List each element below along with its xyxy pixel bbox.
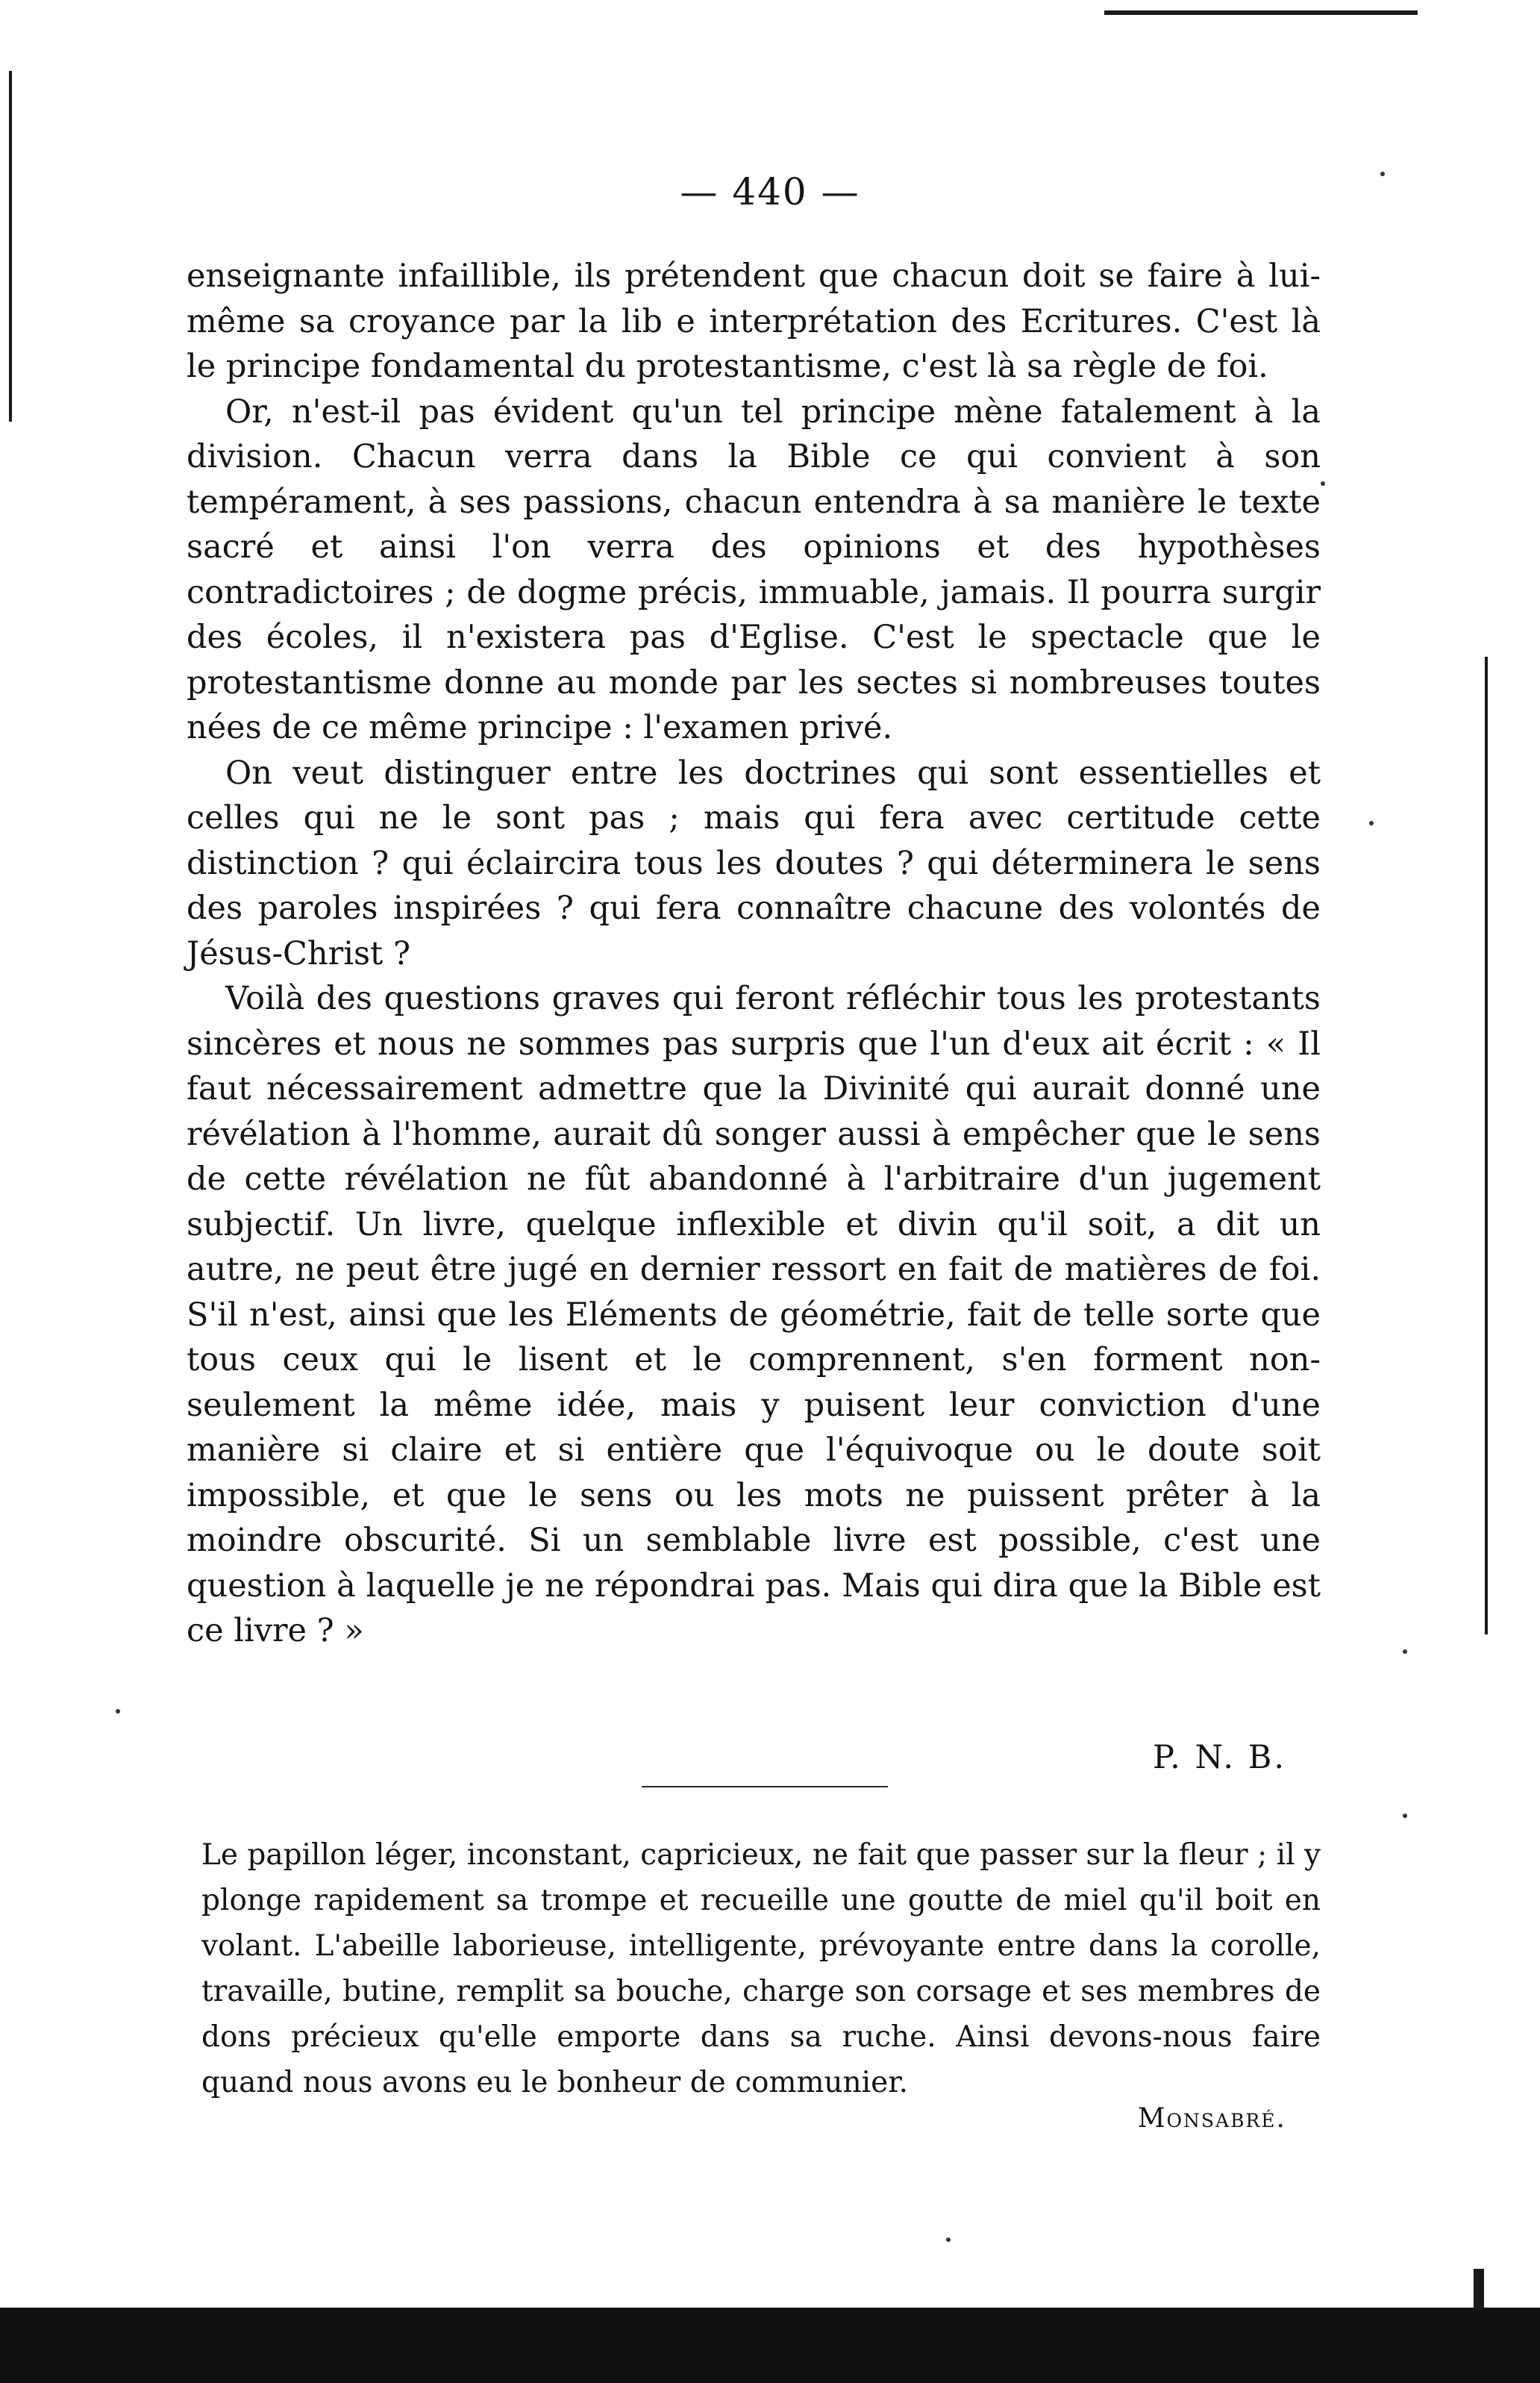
quote-text: Le papillon léger, inconstant, capricieux, ne fait que passer sur la fleur ; il y plonge rapidement sa trompe et recueille une goutte de miel qu'il boit en volant. L'abeille laborieuse, intelligente, prévoyante entre dans la corolle, travaille, butine, remplit sa bouche, charge son corsage et ses membres de dons précieux qu'elle emporte dans sa ruche. Ainsi devons-nous faire quand nous avons eu le bonheur de communier. xyxy=(201,1838,1321,2099)
paragraph: Or, n'est-il pas évident qu'un tel principe mène fatalement à la division. Chacun verra dans la Bible ce qui convient à son tempérament, à ses passions, chacun entendra à sa manière le texte sacré et ainsi l'on verra des opinions et des hypothèses contradictoires ; de dogme précis, immuable, jamais. Il pourra surgir des écoles, il n'existera pas d'Eglise. C'est le spectacle que le protestantisme donne au monde par les sectes si nombreuses toutes nées de ce même principe : l'examen privé. xyxy=(187,393,1321,746)
scan-edge-left xyxy=(9,71,12,422)
scan-edge-right-bottom xyxy=(1474,2269,1484,2310)
speck xyxy=(1403,1814,1407,1818)
paragraph: Voilà des questions graves qui feront réfléchir tous les protestants sincères et nous ne sommes pas surpris que l'un d'eux ait écrit : « Il faut nécessairement admettre que la Divinité qui aurait donné une révélation à l'homme, aurait dû songer aussi à empêcher que le sens de cette révélation ne fût abandonné à l'arbitraire d'un jugement subjectif. Un livre, quelque inflexible et divin qu'il soit, a dit un autre, ne peut être jugé en dernier ressort en fait de matières de foi. S'il n'est, ainsi que les Eléments de géométrie, fait de telle sorte que tous ceux qui le lisent et le comprennent, s'en forment non-seulement la même idée, mais y puisent leur conviction d'une manière si claire et si entière que l'équivoque ou le doute soit impossible, et que le sens ou les mots ne puissent prêter à la moindre obscurité. Si un semblable livre est possible, c'est une question à laquelle je ne répondrai pas. Mais qui dira que la Bible est ce livre ? » xyxy=(187,980,1321,1649)
scan-edge-bottom xyxy=(0,2308,1540,2383)
page-number: — 440 — xyxy=(680,170,860,213)
scan-edge-top xyxy=(1104,10,1418,15)
scan-edge-right xyxy=(1485,657,1488,1634)
speck xyxy=(1403,1649,1407,1654)
speck xyxy=(1321,481,1325,486)
speck xyxy=(1369,821,1374,825)
paragraph: On veut distinguer entre les doctrines qui sont essentielles et celles qui ne le sont pas ; mais qui fera avec certitude cette distinction ? qui éclaircira tous les doutes ? qui déterminera le sens des paroles inspirées ? qui fera connaître chacune des volontés de Jésus-Christ ? xyxy=(187,754,1321,972)
separator-rule xyxy=(642,1786,888,1787)
speck xyxy=(946,2237,951,2242)
article-signature: P. N. B. xyxy=(1152,1739,1286,1776)
paragraph: enseignante infaillible, ils prétendent que chacun doit se faire à lui-même sa croyance par la lib e interprétation des Ecritures. C'est là le principe fondamental du protestantisme, c'est là sa règle de foi. xyxy=(187,257,1321,385)
closing-quote xyxy=(201,1832,1321,2105)
speck xyxy=(116,1709,120,1714)
main-text xyxy=(187,254,1321,1654)
quote-author: Monsabré. xyxy=(1137,2103,1286,2134)
